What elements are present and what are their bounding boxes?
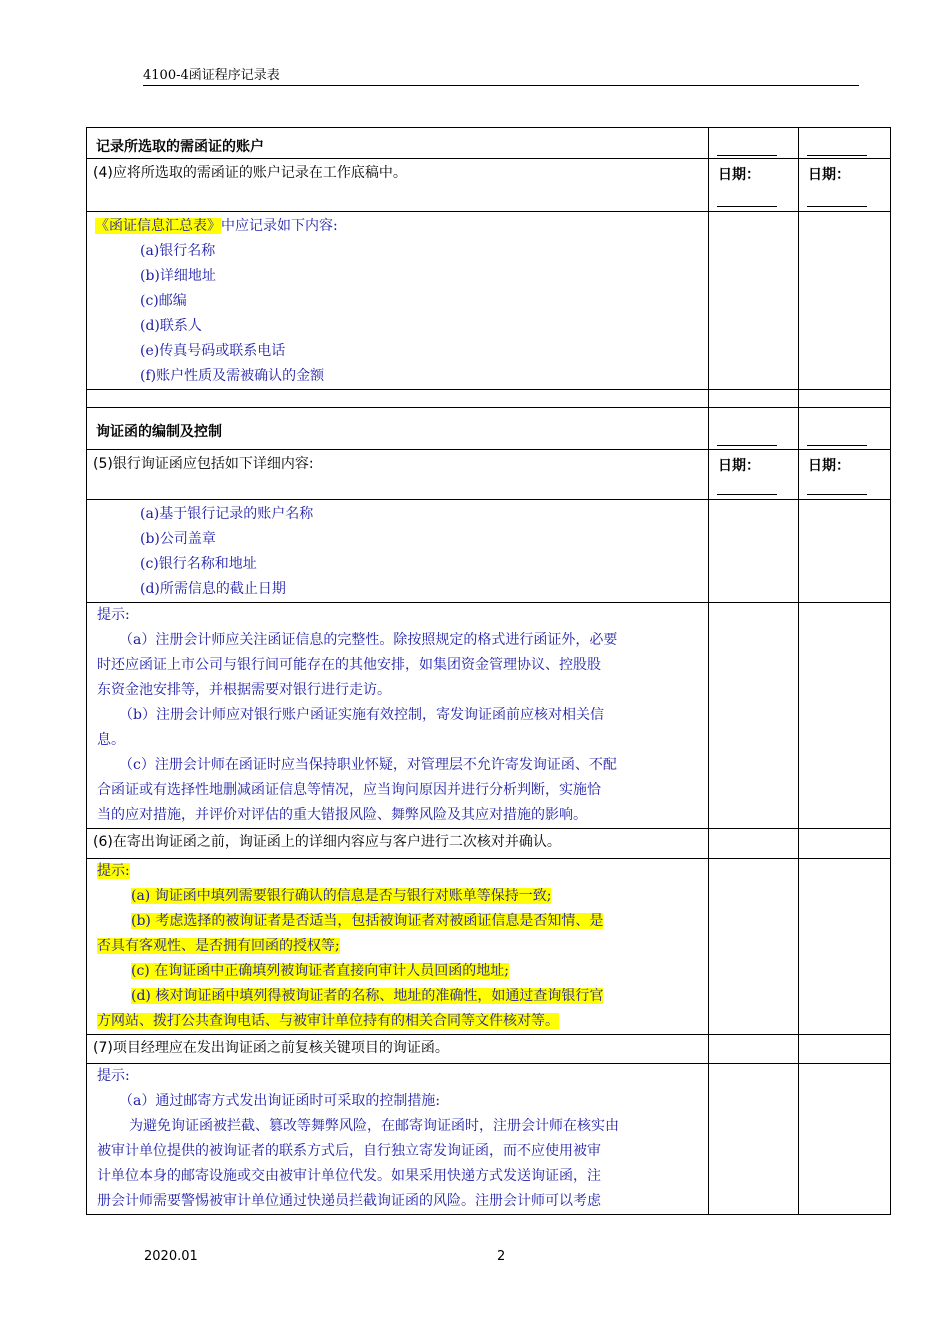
- section2-title: 询证函的编制及控制: [96, 424, 222, 440]
- tip-line: （a）通过邮寄方式发出询证函时可采取的控制措施:: [119, 1093, 441, 1109]
- tip-line: 息。: [97, 732, 125, 748]
- item4-row: [87, 159, 891, 212]
- list-item: (c)邮编: [140, 293, 187, 309]
- date-line[interactable]: [717, 494, 777, 495]
- item6-row: [87, 829, 891, 859]
- tip-line: （b）注册会计师应对银行账户函证实施有效控制，寄发询证函前应核对相关信: [119, 707, 604, 723]
- tip-line: (d) 核对询证函中填列得被询证者的名称、地址的准确性，如通过查询银行官: [131, 988, 604, 1004]
- procedure-table: [86, 127, 891, 1215]
- summary-form-name: 《函证信息汇总表》: [95, 218, 221, 234]
- summary-intro: 中应记录如下内容:: [221, 218, 338, 234]
- list-item: (d)联系人: [140, 318, 202, 334]
- page-header: [143, 68, 859, 86]
- tip-line: 东资金池安排等，并根据需要对银行进行走访。: [97, 682, 391, 698]
- item5-text: (5)银行询证函应包括如下详细内容:: [93, 456, 314, 472]
- bank-letter-contents-row: [87, 500, 891, 603]
- tip-line: 为避免询证函被拦截、篡改等舞弊风险，在邮寄询证函时，注册会计师在核实由: [129, 1118, 619, 1134]
- section2-header-row: [87, 408, 891, 450]
- tip1-row: [87, 603, 891, 829]
- form-title: 函证程序记录表: [188, 68, 280, 83]
- list-item: (b)公司盖章: [140, 531, 216, 547]
- list-item: (b)详细地址: [140, 268, 216, 284]
- date-line[interactable]: [807, 206, 867, 207]
- item6-text: (6)在寄出询证函之前，询证函上的详细内容应与客户进行二次核对并确认。: [93, 834, 561, 850]
- list-item: (a)银行名称: [140, 243, 216, 259]
- signature-line[interactable]: [717, 155, 777, 156]
- tip-line: 否具有客观性、是否拥有回函的授权等;: [97, 938, 340, 954]
- item7-text: (7)项目经理应在发出询证函之前复核关键项目的询证函。: [93, 1040, 449, 1056]
- tip-line: 时还应函证上市公司与银行间可能存在的其他安排，如集团资金管理协议、控股股: [97, 657, 601, 673]
- tip2-row: [87, 859, 891, 1035]
- date-label: 日期：: [808, 167, 850, 183]
- tip-label: 提示:: [97, 607, 130, 623]
- page-number: 2: [497, 1249, 506, 1264]
- tip-line: 计单位本身的邮寄设施或交由被审计单位代发。如果采用快递方式发送询证函，注: [97, 1168, 601, 1184]
- list-item: (d)所需信息的截止日期: [140, 581, 286, 597]
- tip-line: 方网站、拨打公共查询电话、与被审计单位持有的相关合同等文件核对等。: [97, 1013, 559, 1029]
- tip-line: 册会计师需要警惕被审计单位通过快递员拦截询证函的风险。注册会计师可以考虑: [97, 1193, 601, 1209]
- list-item: (f)账户性质及需被确认的金额: [140, 368, 325, 384]
- section1-title: 记录所选取的需函证的账户: [96, 139, 264, 155]
- tip-line: （a）注册会计师应关注函证信息的完整性。除按照规定的格式进行函证外，必要: [119, 632, 618, 648]
- item4-text: (4)应将所选取的需函证的账户记录在工作底稿中。: [93, 165, 407, 181]
- tip-label: 提示:: [97, 1068, 130, 1084]
- list-item: (c)银行名称和地址: [140, 556, 257, 572]
- date-label: 日期：: [718, 167, 760, 183]
- tip-line: (b) 考虑选择的被询证者是否适当，包括被询证者对被函证信息是否知情、是: [131, 913, 604, 929]
- tip-line: (c) 在询证函中正确填列被询证者直接向审计人员回函的地址;: [131, 963, 509, 979]
- date-label: 日期：: [808, 458, 850, 474]
- tip3-row: [87, 1064, 891, 1215]
- tip-label: 提示:: [97, 863, 130, 879]
- list-item: (e)传真号码或联系电话: [140, 343, 286, 359]
- spacer-row: [87, 390, 891, 408]
- signature-line[interactable]: [807, 155, 867, 156]
- summary-row: [87, 212, 891, 390]
- item7-row: [87, 1035, 891, 1064]
- tip-line: 合函证或有选择性地删减函证信息等情况，应当询问原因并进行分析判断，实施恰: [97, 782, 601, 798]
- footer-date: 2020.01: [144, 1249, 198, 1264]
- date-line[interactable]: [807, 494, 867, 495]
- signature-line[interactable]: [807, 445, 867, 446]
- tip-line: （c）注册会计师在函证时应当保持职业怀疑，对管理层不允许寄发询证函、不配: [119, 757, 617, 773]
- signature-line[interactable]: [717, 445, 777, 446]
- item5-row: [87, 450, 891, 500]
- tip-line: 被审计单位提供的被询证者的联系方式后，自行独立寄发询证函，而不应使用被审: [97, 1143, 601, 1159]
- tip-line: (a) 询证函中填列需要银行确认的信息是否与银行对账单等保持一致;: [131, 888, 552, 904]
- list-item: (a)基于银行记录的账户名称: [140, 506, 314, 522]
- form-code: 4100-4: [143, 68, 189, 83]
- date-line[interactable]: [717, 206, 777, 207]
- section1-header-row: [87, 128, 891, 159]
- tip-line: 当的应对措施，并评价对评估的重大错报风险、舞弊风险及其应对措施的影响。: [97, 807, 587, 823]
- date-label: 日期：: [718, 458, 760, 474]
